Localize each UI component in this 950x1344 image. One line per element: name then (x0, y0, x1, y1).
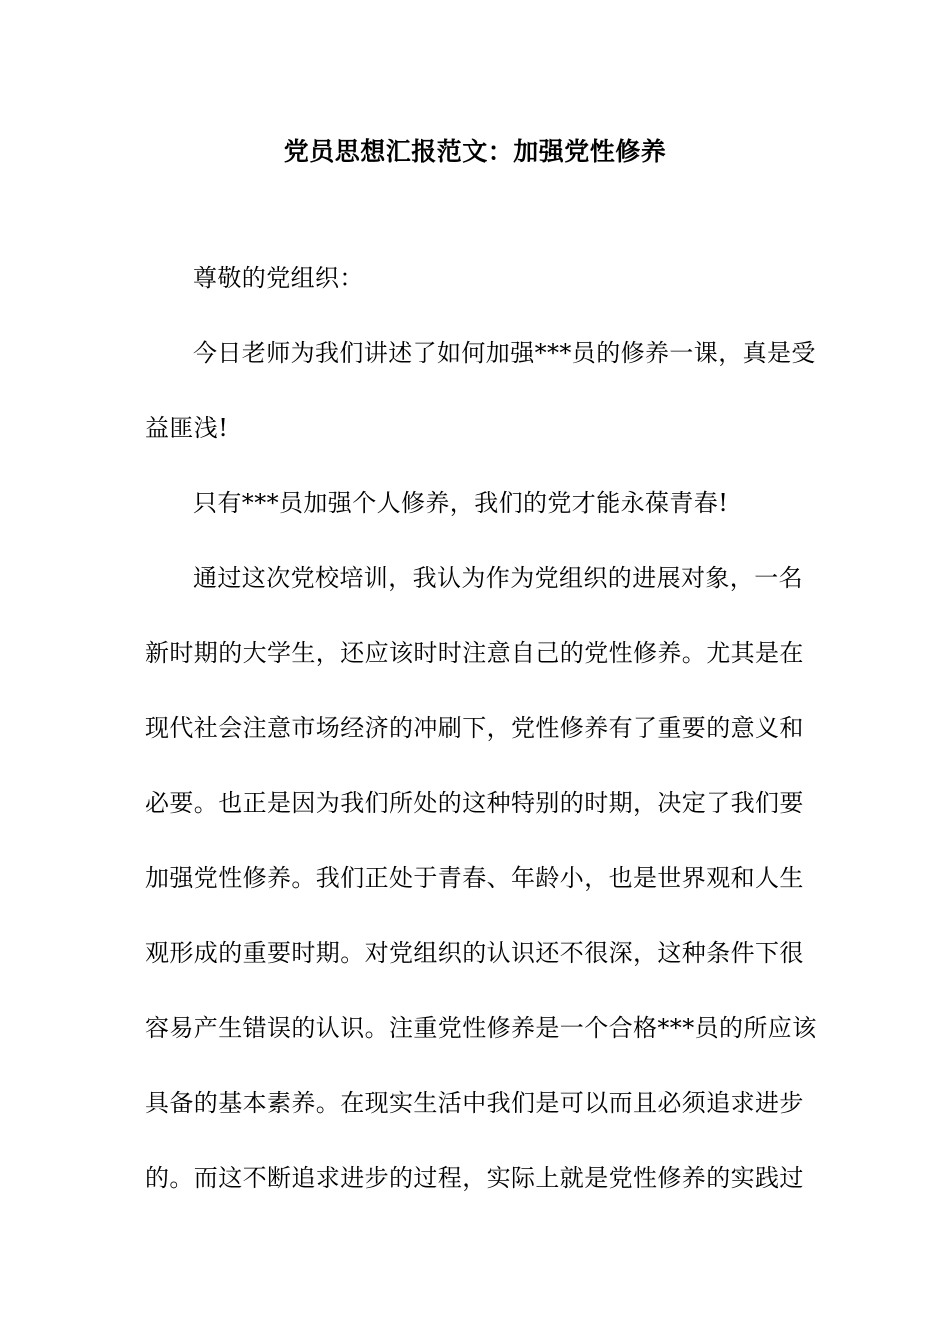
paragraph-3-line-8: 具备的基本素养。在现实生活中我们是可以而且必须追求进步 (145, 1089, 804, 1117)
paragraph-3-line-7: 容易产生错误的认识。注重党性修养是一个合格***员的所应该 (145, 1014, 817, 1042)
paragraph-1-line-2: 益匪浅! (145, 414, 229, 442)
paragraph-3-line-1: 通过这次党校培训，我认为作为党组织的进展对象，一名 (193, 564, 803, 592)
paragraph-3-line-2: 新时期的大学生，还应该时时注意自己的党性修养。尤其是在 (145, 639, 804, 667)
document-title: 党员思想汇报范文：加强党性修养 (283, 137, 667, 166)
paragraph-1-line-1: 今日老师为我们讲述了如何加强***员的修养一课，真是受 (193, 339, 816, 367)
paragraph-3-line-5: 加强党性修养。我们正处于青春、年龄小，也是世界观和人生 (145, 864, 804, 892)
paragraph-2-line-1: 只有***员加强个人修养，我们的党才能永葆青春! (193, 489, 729, 517)
paragraph-3-line-6: 观形成的重要时期。对党组织的认识还不很深，这种条件下很 (145, 939, 804, 967)
paragraph-3-line-4: 必要。也正是因为我们所处的这种特别的时期，决定了我们要 (145, 789, 804, 817)
paragraph-3-line-9: 的。而这不断追求进步的过程，实际上就是党性修养的实践过 (145, 1164, 804, 1192)
salutation: 尊敬的党组织： (193, 264, 364, 292)
paragraph-3-line-3: 现代社会注意市场经济的冲刷下，党性修养有了重要的意义和 (145, 714, 804, 742)
